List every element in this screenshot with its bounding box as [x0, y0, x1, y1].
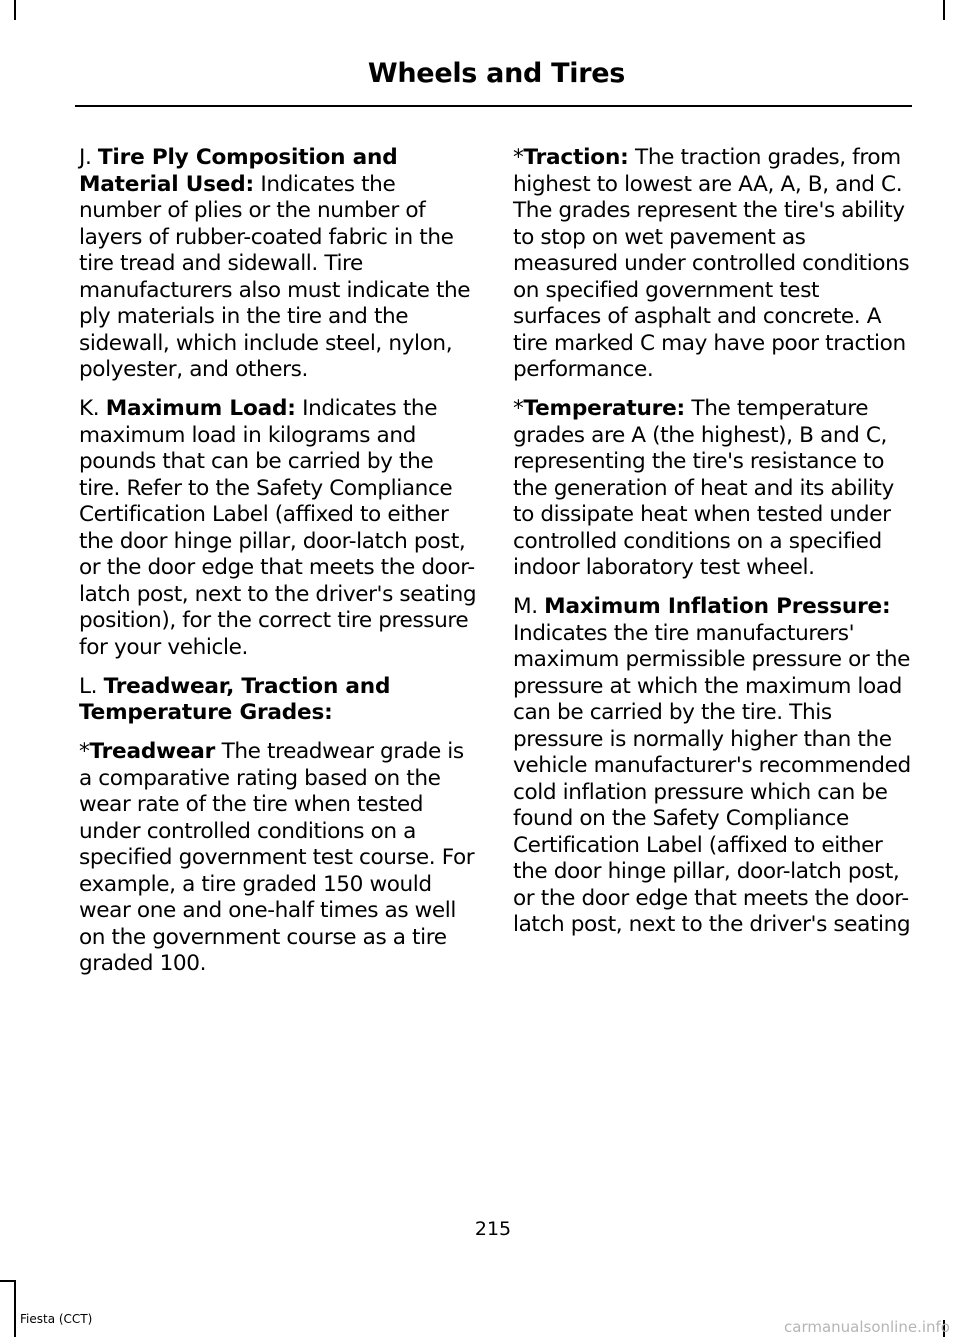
- label-treadwear: Treadwear: [89, 739, 216, 764]
- label-traction: Traction:: [523, 145, 629, 170]
- label-grades: Treadwear, Traction and Temperature Grades:: [79, 673, 391, 725]
- crop-mark-top-left: [14, 0, 16, 20]
- crop-mark-top-right: [943, 0, 945, 20]
- paragraph-traction: *Traction: The traction grades, from highest to lowest are AA, A, B, and C. The grades represent the tire's ability to stop on wet pavement as measured under controlled conditions on specified government test surfaces of asphalt and concrete. A tire marked C may have poor traction performance.: [513, 145, 910, 382]
- label-maximum-load: Maximum Load:: [105, 396, 296, 421]
- paragraph-l: L. Treadwear, Traction and Temperature Grades:: [79, 673, 391, 725]
- paragraph-m: M. Maximum Inflation Pressure: Indicates the tire manufacturers' maximum permissible pressure or the pressure at which the maximum load can be carried by the tire. This pressure is normally higher than the vehicle manufacturer's recommended cold inflation pressure which can be found on the Safety Compliance Certification Label (affixed to either the door hinge pillar, door-latch post, or the door edge that meets the door-latch post, next to the driver's seating: [513, 594, 911, 937]
- footer-model: Fiesta (CCT): [20, 1312, 93, 1326]
- crop-mark-bottom-left-vertical: [14, 1280, 16, 1337]
- header-rule: [75, 105, 912, 107]
- page-number: 215: [474, 1218, 512, 1240]
- label-maximum-inflation: Maximum Inflation Pressure:: [544, 594, 891, 619]
- paragraph-temperature: *Temperature: The temperature grades are A (the highest), B and C, representing the tire's resistance to the generation of heat and its ability to dissipate heat when tested under controlled conditions on a specified indoor laboratory test wheel.: [513, 396, 894, 580]
- crop-mark-bottom-left-horizontal: [0, 1280, 16, 1282]
- watermark: carmanualsonline.info: [784, 1318, 950, 1336]
- paragraph-treadwear: *Treadwear The treadwear grade is a comparative rating based on the wear rate of the tire when tested under controlled conditions on a specified government test course. For example, a tire graded 150 would wear one and one-half times as well on the government course as a tire graded 100.: [79, 739, 475, 976]
- label-tire-ply: Tire Ply Composition and Material Used:: [79, 145, 398, 197]
- right-column: [513, 145, 911, 951]
- label-temperature: Temperature:: [523, 396, 685, 421]
- paragraph-j: J. Tire Ply Composition and Material Used: Indicates the number of plies or the number of layers of rubber-coated fabric in the tire tread and sidewall. Tire manufacturers also must indicate the ply materials in the tire and the sidewall, which include steel, nylon, polyester, and others.: [79, 145, 471, 382]
- page-header-title: Wheels and Tires: [367, 58, 625, 89]
- left-column: [79, 145, 477, 990]
- paragraph-k: K. Maximum Load: Indicates the maximum load in kilograms and pounds that can be carried by the tire. Refer to the Safety Compliance Certification Label (affixed to either the door hinge pillar, door-latch post, or the door edge that meets the door-latch post, next to the driver's seating position), for the correct tire pressure for your vehicle.: [79, 396, 477, 660]
